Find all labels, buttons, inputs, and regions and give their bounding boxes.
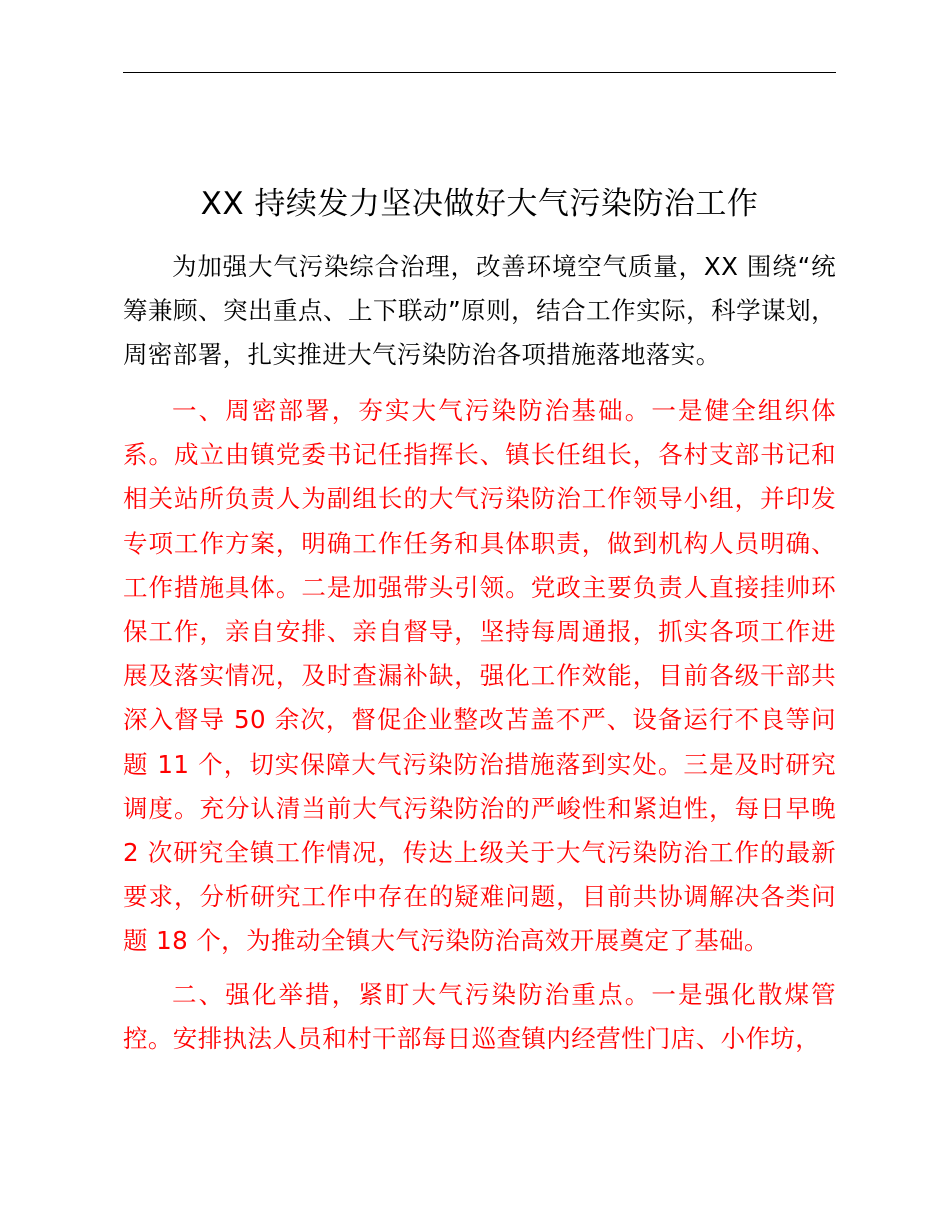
- header-rule: [123, 72, 836, 73]
- document-title: XX 持续发力坚决做好大气污染防治工作: [200, 186, 759, 222]
- section-2-paragraph: 二、强化举措，紧盯大气污染防治重点。一是强化散煤管控。安排执法人员和村干部每日巡查镇内经营性门店、小作坊，: [123, 980, 836, 1054]
- section-1-paragraph: 一、周密部署，夯实大气污染防治基础。一是健全组织体系。成立由镇党委书记任指挥长、镇长任组长，各村支部书记和相关站所负责人为副组长的大气污染防治工作领导小组，并印发专项工作方案，明确工作任务和具体职责，做到机构人员明确、工作措施具体。二是加强带头引领。党政主要负责人直接挂帅环保工作，亲自安排、亲自督导，坚持每周通报，抓实各项工作进展及落实情况，及时查漏补缺，强化工作效能，目前各级干部共深入督导 50 余次，督促企业整改苫盖不严、设备运行不良等问题 11 个，切实保障大气污染防治措施落到实处。三是及时研究调度。充分认清当前大气污染防治的严峻性和紧迫性，每日早晚 2 次研究全镇工作情况，传达上级关于大气污染防治工作的最新要求，分析研究工作中存在的疑难问题，目前共协调解决各类问题 18 个，为推动全镇大气污染防治高效开展奠定了基础。: [123, 396, 836, 956]
- intro-paragraph: 为加强大气污染综合治理，改善环境空气质量，XX 围绕“统筹兼顾、突出重点、上下联动”原则，结合工作实际，科学谋划，周密部署，扎实推进大气污染防治各项措施落地落实。: [123, 252, 836, 370]
